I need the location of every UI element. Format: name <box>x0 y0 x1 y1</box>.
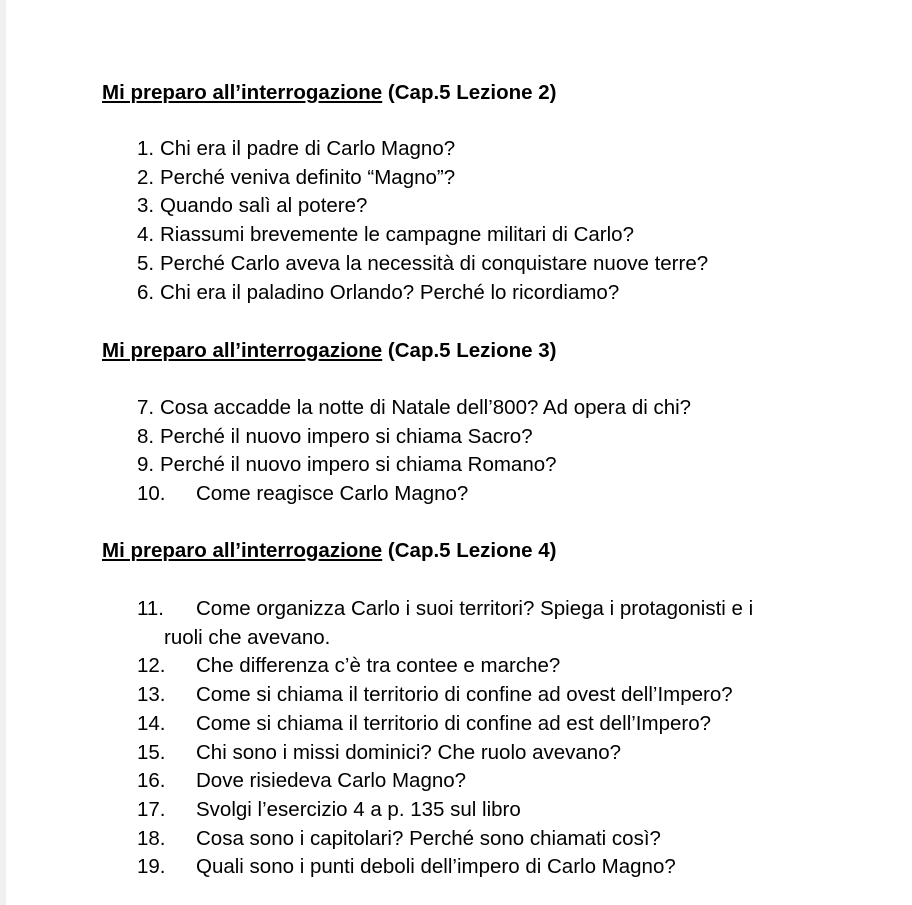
list-item <box>102 279 882 308</box>
item-text: Come si chiama il territorio di confine ad ovest dell’Impero? <box>196 683 733 707</box>
section-lezione-4 <box>102 539 882 882</box>
list-item <box>102 221 882 250</box>
section-lezione-2 <box>102 81 882 307</box>
list-item <box>102 825 882 854</box>
item-number: 1. <box>137 137 155 160</box>
item-text: Chi era il padre di Carlo Magno? <box>160 137 456 160</box>
item-number: 2. <box>137 165 155 189</box>
item-text <box>102 595 882 652</box>
list-item <box>102 250 882 279</box>
heading-chapter: (Cap.5 Lezione 4) <box>382 539 557 562</box>
list-item <box>102 681 882 710</box>
heading-underlined: Mi preparo all’interrogazione <box>102 81 383 104</box>
item-text-line-2: ruoli che avevano. <box>164 625 331 649</box>
list-item <box>102 164 882 193</box>
question-list <box>102 394 882 509</box>
item-number: 5. <box>137 251 155 275</box>
item-text: Che differenza c’è tra contee e marche? <box>196 654 561 678</box>
item-text: Chi era il paladino Orlando? Perché lo ricordiamo? <box>160 280 620 304</box>
list-item <box>102 796 882 825</box>
item-number: 19. <box>137 855 166 879</box>
item-number: 16. <box>137 769 166 793</box>
item-number: 8. <box>137 424 155 448</box>
list-item <box>102 739 882 768</box>
document-page <box>6 0 912 905</box>
heading-chapter: (Cap.5 Lezione 2) <box>382 81 557 104</box>
list-item <box>102 192 882 221</box>
heading-underlined: Mi preparo all’interrogazione <box>102 339 383 362</box>
item-text: Perché Carlo aveva la necessità di conquistare nuove terre? <box>160 251 709 275</box>
item-text: Quando salì al potere? <box>160 194 368 218</box>
item-text: Come si chiama il territorio di confine ad est dell’Impero? <box>196 711 712 735</box>
list-item <box>102 451 882 480</box>
item-number: 11. <box>137 597 164 620</box>
list-item <box>102 394 882 423</box>
item-text-line-1: Come organizza Carlo i suoi territori? Spiega i protagonisti e i <box>196 597 754 620</box>
item-text: Perché il nuovo impero si chiama Sacro? <box>160 424 533 448</box>
item-number: 17. <box>137 797 166 821</box>
list-item <box>102 595 882 652</box>
list-item <box>102 710 882 739</box>
item-text: Come reagisce Carlo Magno? <box>196 482 469 506</box>
item-number: 15. <box>137 740 166 764</box>
question-list <box>102 135 882 307</box>
item-number: 14. <box>137 711 166 735</box>
item-text: Quali sono i punti deboli dell’impero di Carlo Magno? <box>196 855 676 879</box>
item-text: Cosa sono i capitolari? Perché sono chiamati così? <box>196 826 661 850</box>
list-item <box>102 652 882 681</box>
item-text: Perché veniva definito “Magno”? <box>160 165 456 189</box>
item-text: Perché il nuovo impero si chiama Romano? <box>160 453 557 477</box>
heading-chapter: (Cap.5 Lezione 3) <box>382 339 557 362</box>
section-lezione-3 <box>102 339 882 509</box>
item-text: Dove risiedeva Carlo Magno? <box>196 769 467 793</box>
section-heading <box>102 539 882 563</box>
item-number: 6. <box>137 280 155 304</box>
item-number: 13. <box>137 683 166 707</box>
item-number: 10. <box>137 482 166 506</box>
item-text: Cosa accadde la notte di Natale dell’800? Ad opera di chi? <box>160 396 692 419</box>
list-item <box>102 767 882 796</box>
list-item <box>102 135 882 164</box>
item-number: 18. <box>137 826 166 850</box>
question-list <box>102 595 882 882</box>
list-item <box>102 480 882 509</box>
item-number: 3. <box>137 194 155 218</box>
heading-underlined: Mi preparo all’interrogazione <box>102 539 383 562</box>
item-text: Riassumi brevemente le campagne militari di Carlo? <box>160 223 634 247</box>
list-item <box>102 423 882 452</box>
section-heading <box>102 81 882 105</box>
item-number: 9. <box>137 453 155 477</box>
item-number: 4. <box>137 223 155 247</box>
item-number: 7. <box>137 396 155 419</box>
section-heading <box>102 339 882 363</box>
item-number: 12. <box>137 654 166 678</box>
item-text: Svolgi l’esercizio 4 a p. 135 sul libro <box>196 797 521 821</box>
list-item <box>102 853 882 882</box>
item-text: Chi sono i missi dominici? Che ruolo avevano? <box>196 740 622 764</box>
